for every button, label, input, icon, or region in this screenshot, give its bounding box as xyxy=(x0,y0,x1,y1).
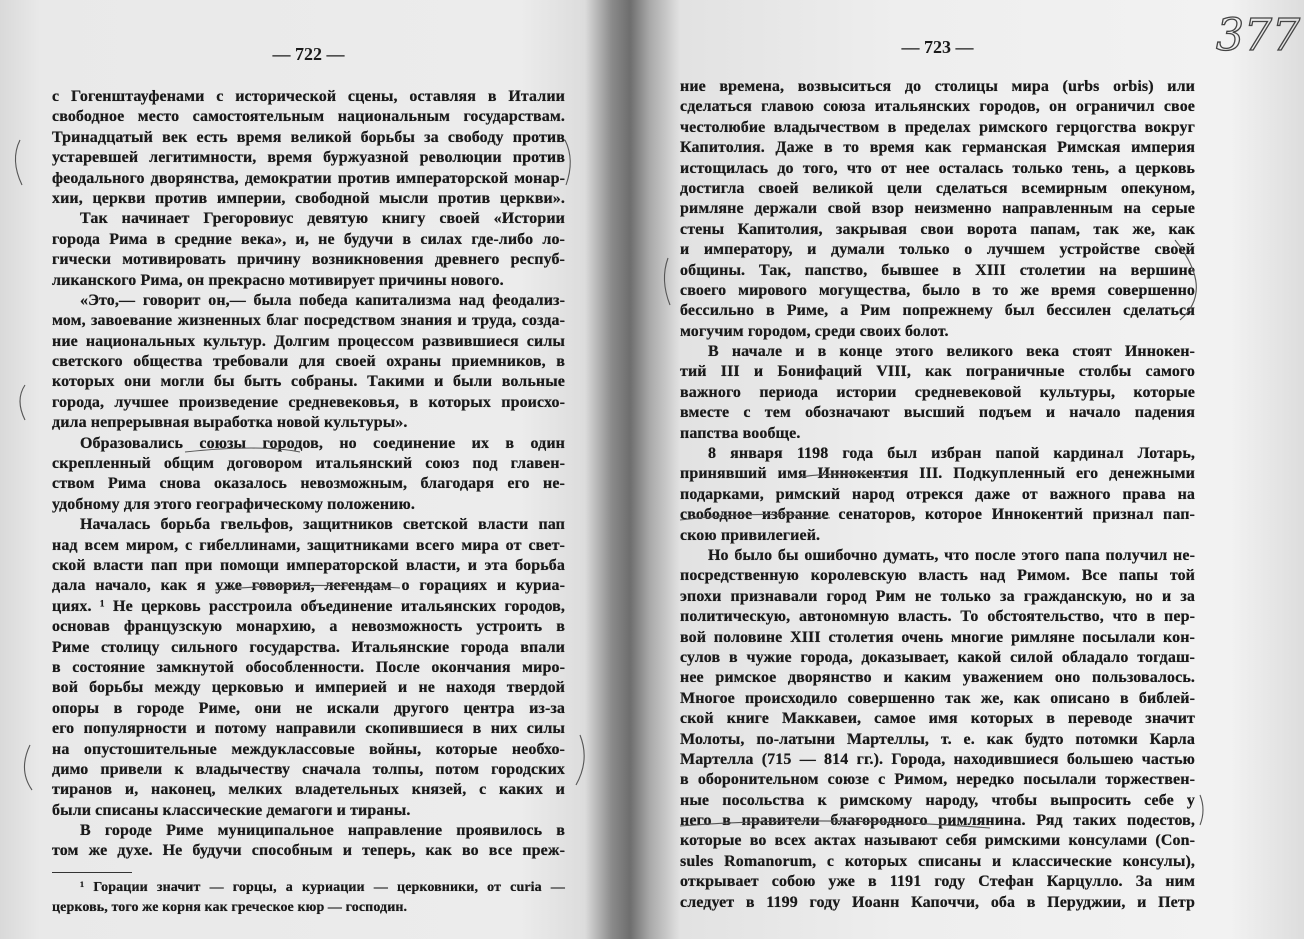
text-line: честолюбие владычеством в пределах римского герцогства вокруг xyxy=(680,118,1195,136)
page-number: — 722 — xyxy=(272,44,345,64)
text-line: свободное избрание сенаторов, которое Иннокентий признал пап- xyxy=(680,506,1195,524)
text-line: вой борьбы между церковью и империей и не находя твердой xyxy=(52,679,565,697)
text-line: его популярности и потому направили скопившиеся в них силы xyxy=(52,720,565,738)
margin-bracket xyxy=(576,735,584,785)
footnote-line: церковь, того же корня как греческое кюр — господин. xyxy=(52,900,408,915)
page-text xyxy=(680,77,1195,913)
text-line: стены Капитолия, закрывая свои ворота папам, так же, как xyxy=(680,220,1195,238)
text-line: в состояние замкнутой обособленности. После окончания миро- xyxy=(52,658,565,676)
text-line: Молоты, по-латыни Мартеллы, т. е. как будто потомки Карла xyxy=(680,730,1195,748)
text-line: скрепленный общим договором итальянский союз под главен- xyxy=(52,455,565,473)
text-line: тий III и Бонифаций VIII, как пограничные столбы самого xyxy=(680,363,1195,381)
text-line: Мартелла (715 — 814 гг.). Города, находившиеся большею частью xyxy=(680,750,1195,768)
text-line: ской книге Маккавеи, самое имя которых в переводе значит xyxy=(680,710,1195,728)
text-line: дала начало, как я уже говорил, легендам о горациях и куриа- xyxy=(52,577,565,595)
text-line: хии, церкви против империи, свободной мысли против церкви». xyxy=(52,189,565,207)
text-line: следует в 1199 году Иоанн Капоччи, оба в Перуджии, и Петр xyxy=(680,893,1195,911)
text-line: Капитолия. Даже в то время как германская Римская империя xyxy=(680,139,1195,157)
text-line: над всем миром, с гибеллинами, защитниками всего мира от свет- xyxy=(52,536,565,554)
text-line: истощилась до того, что от нее осталась только тень, а церковь xyxy=(680,159,1195,177)
handwritten-number: 377 xyxy=(1216,10,1300,61)
text-line: своего мирового могущества, было в то же время совершенно xyxy=(680,281,1195,299)
text-line: дила непрерывная выработка новой культуры». xyxy=(52,414,408,432)
page-text xyxy=(52,87,565,862)
text-line: города, лучшее произведение средневековья, в которых происхо- xyxy=(52,393,565,411)
text-line: вместе с тем обозначают высший подъем и начало падения xyxy=(680,404,1195,422)
text-line: ством Рима снова оказалось невозможным, благодаря его не- xyxy=(52,475,565,493)
text-line: ные посольства к римскому народу, чтобы выпросить себе у xyxy=(680,791,1195,809)
text-line: ликанского Рима, он прекрасно мотивирует причины нового. xyxy=(52,271,504,289)
text-line: Началась борьба гвельфов, защитников светской власти пап xyxy=(80,516,565,534)
text-line: достигла своей великой цели сделаться всемирным опекуном, xyxy=(680,179,1195,197)
text-line: открывает собою уже в 1191 году Стефан Карцулло. За ним xyxy=(680,873,1195,891)
text-line: феодального дворянства, демократии против императорской монар- xyxy=(52,169,565,187)
text-line: и императору, и думали только о лучшем устройстве своей xyxy=(680,241,1195,259)
text-line: sules Romanorum, с которых списаны и классические консулы), xyxy=(680,852,1195,870)
margin-bracket xyxy=(565,140,570,185)
text-line: в оборонительном союзе с Римом, нередко посылали торжествен- xyxy=(680,771,1195,789)
text-line: тиранов и, наконец, мелких владетельных князей, с каких и xyxy=(52,781,565,799)
text-line: общины. Так, папство, бывшее в XIII столетии на вершине xyxy=(680,261,1195,279)
text-line: Так начинает Грегоровиус девятую книгу своей «Истории xyxy=(80,210,565,228)
text-line: римляне держали свой взор неизменно направленным на серые xyxy=(680,200,1195,218)
text-line: Риме столицу сильного государства. Итальянские города впали xyxy=(52,638,565,656)
text-line: принявший имя Иннокентия III. Подкупленный его денежными xyxy=(680,465,1195,483)
text-line: «Это,— говорит он,— была победа капитализма над феодализ- xyxy=(80,291,565,309)
text-line: Тринадцатый век есть время великой борьбы за свободу против xyxy=(52,128,565,146)
text-line: папства вообще. xyxy=(680,424,801,442)
text-line: подарками, римский народ отрекся даже от важного права на xyxy=(680,485,1195,503)
text-line: сделаться главою союза итальянских городов, он ограничил свое xyxy=(680,98,1195,116)
text-line: опоры в городе Риме, они не искали другого центра из-за xyxy=(52,699,565,717)
text-line: димо привели к владычеству сначала толпы, потом городских xyxy=(52,760,565,778)
text-line: могучим городом, среди своих болот. xyxy=(680,322,949,340)
page-number: — 723 — xyxy=(901,37,974,57)
text-line: мом, завоевание жизненных благ посредством знания и труда, созда- xyxy=(52,312,565,330)
footnote-divider xyxy=(52,872,132,873)
text-line: В начале и в конце этого великого века стоят Иннокен- xyxy=(708,343,1195,361)
text-line: бессильно в Риме, а Рим попрежнему был бессилен сделаться xyxy=(680,302,1195,320)
text-line: удобному для этого географическому положению. xyxy=(52,495,415,513)
text-line: устаревшей легитимности, время буржуазной революции против xyxy=(52,149,565,167)
text-line: ние национальных культур. Долгим процессом развившиеся силы xyxy=(52,332,565,350)
text-line: которые во всех актах называют себя римскими консулами (Con- xyxy=(680,832,1195,850)
text-line: свободное место самостоятельным национальным государствам. xyxy=(52,108,565,126)
margin-bracket xyxy=(24,745,32,790)
text-line: посредственную королевскую власть над Римом. Все папы той xyxy=(680,567,1195,585)
text-line: эпохи признавали город Рим не только за гражданскую, но и за xyxy=(680,587,1195,605)
margin-bracket xyxy=(20,385,25,420)
text-line: политическую, автономную власть. То обстоятельство, что в пер- xyxy=(680,608,1195,626)
margin-bracket xyxy=(664,258,670,305)
text-line: него в правители благородного римлянина. Ряд таких подестов, xyxy=(680,812,1195,830)
text-line: важного периода истории средневековой культуры, которые xyxy=(680,383,1195,401)
text-line: вой половине XIII столетия очень многие римляне посылали кон- xyxy=(680,628,1195,646)
text-line: Образовались союзы городов, но соединение их в один xyxy=(80,434,565,452)
margin-bracket xyxy=(15,140,22,185)
margin-bracket xyxy=(1200,795,1203,825)
text-line: 8 января 1198 года был избран папой кардинал Лотарь, xyxy=(708,445,1195,463)
text-line: города Рима в средние века», и, не будучи в силах где-либо ло- xyxy=(52,230,565,248)
text-line: В городе Риме муниципальное направление проявилось в xyxy=(80,822,565,840)
text-line: которых они могли бы быть собраны. Такими и были вольные xyxy=(52,373,565,391)
footnote xyxy=(52,878,565,918)
text-line: Но было бы ошибочно думать, что после этого папа получил не- xyxy=(708,546,1195,564)
text-line: сулов в чужие города, доказывает, какой силой обладало тогдаш- xyxy=(680,648,1195,666)
text-line: нее римское дворянство и каким уважением оно пользовалось. xyxy=(680,669,1195,687)
text-line: были списаны классические демагоги и тираны. xyxy=(52,801,411,819)
text-line: гически мотивировать причину возникновения древнего респуб- xyxy=(52,251,565,269)
text-line: ние времена, возвыситься до столицы мира (urbs orbis) или xyxy=(680,78,1195,95)
text-line: скою привилегией. xyxy=(680,526,821,544)
text-line: на опустошительные междуклассовые войны, которые необхо- xyxy=(52,740,565,758)
text-line: основав французскую монархию, а невозможность устроить в xyxy=(52,618,565,636)
text-line: циях. ¹ Не церковь расстроила объединение итальянских городов, xyxy=(52,597,565,615)
text-line: том же духе. Не будучи способным и теперь, как во все преж- xyxy=(52,842,565,860)
text-line: ской власти пап при помощи императорской власти, и эта борьба xyxy=(52,556,565,574)
text-line: светского общества требовали для своей охраны приемников, в xyxy=(52,353,565,371)
footnote-line: ¹ Горации значит — горцы, а куриации — церковники, от curia — xyxy=(80,880,565,895)
handwritten-note xyxy=(1210,0,1304,70)
text-line: с Гогенштауфенами с исторической сцены, оставляя в Италии xyxy=(52,88,565,105)
text-line: Многое происходило совершенно так же, как описано в библей- xyxy=(680,689,1195,707)
